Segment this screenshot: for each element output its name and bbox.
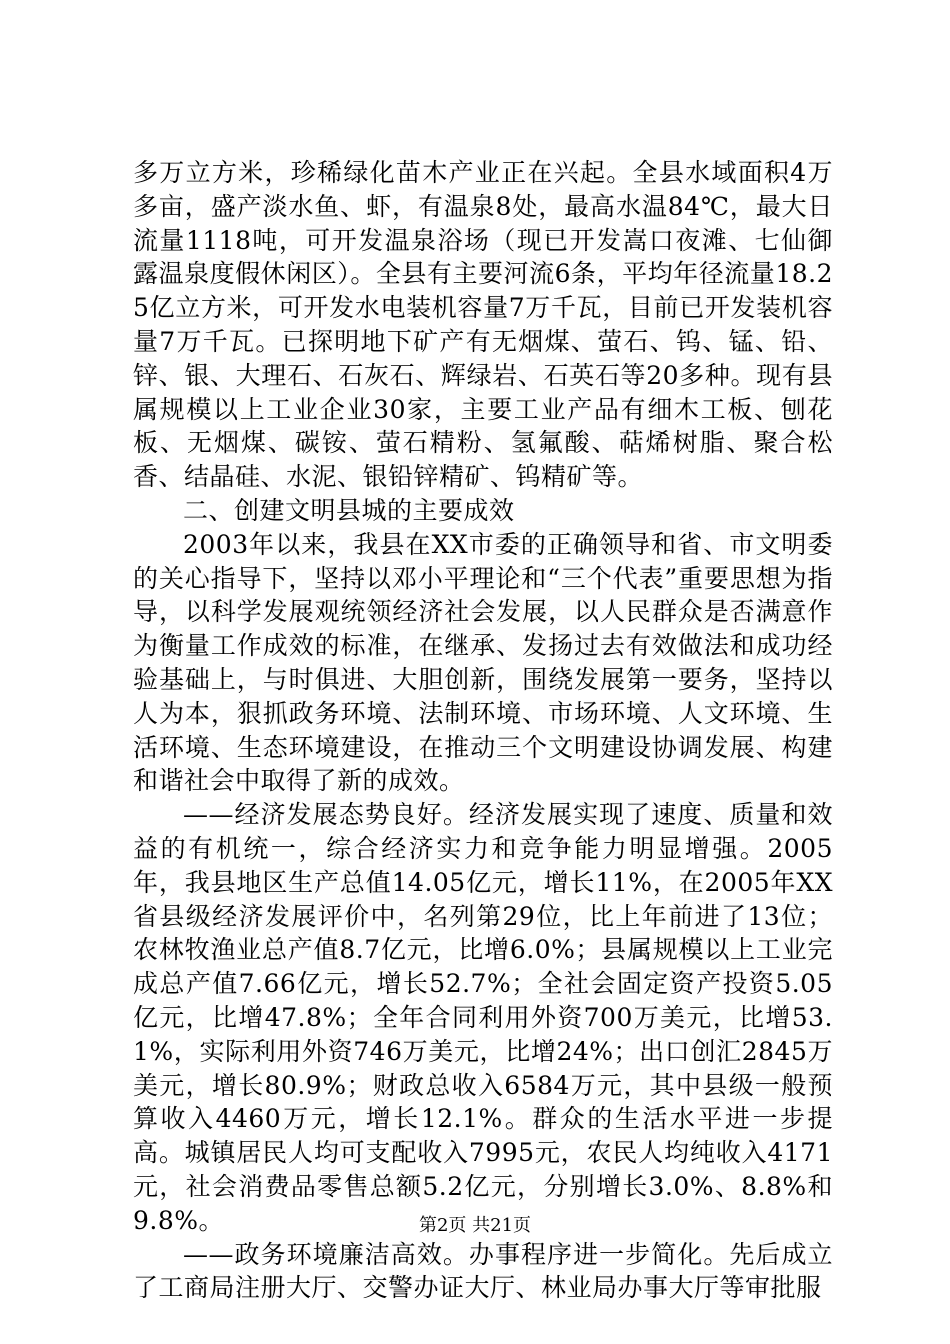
- document-body: [133, 156, 833, 1305]
- section-heading: 二、创建文明县城的主要成效: [183, 495, 515, 525]
- paragraph-continued: 多万立方米，珍稀绿化苗木产业正在兴起。全县水域面积4万多亩，盛产淡水鱼、虾，有温泉8处，最高水温84℃，最大日流量1118吨，可开发温泉浴场（现已开发嵩口夜滩、七仙御露温泉度假休闲区）。全县有主要河流6条，平均年径流量18.25亿立方米，可开发水电装机容量7万千瓦，目前已开发装机容量7万千瓦。已探明地下矿产有无烟煤、萤石、钨、锰、铅、锌、银、大理石、石灰石、辉绿岩、石英石等20多种。现有县属规模以上工业企业30家，主要工业产品有细木工板、刨花板、无烟煤、碳铵、萤石精粉、氢氟酸、萜烯树脂、聚合松香、结晶硅、水泥、银铅锌精矿、钨精矿等。: [133, 158, 833, 492]
- paragraph-government: ——政务环境廉洁高效。办事程序进一步简化。先后成立了工商局注册大厅、交警办证大厅、林业局办事大厅等审批服: [133, 1239, 833, 1303]
- paragraph-economy: ——经济发展态势良好。经济发展实现了速度、质量和效益的有机统一，综合经济实力和竞争能力明显增强。2005年，我县地区生产总值14.05亿元，增长11%，在2005年XX省县级经济发展评价中，名列第29位，比上年前进了13位；农林牧渔业总产值8.7亿元，比增6.0%；县属规模以上工业完成总产值7.66亿元，增长52.7%；全社会固定资产投资5.05亿元，比增47.8%；全年合同利用外资700万美元，比增53.1%，实际利用外资746万美元，比增24%；出口创汇2845万美元，增长80.9%；财政总收入6584万元，其中县级一般预算收入4460万元，增长12.1%。群众的生活水平进一步提高。城镇居民人均可支配收入7995元，农民人均纯收入4171元，社会消费品零售总额5.2亿元，分别增长3.0%、8.8%和9.8%。: [133, 800, 833, 1235]
- paragraph-achievements-intro: 2003年以来，我县在XX市委的正确领导和省、市文明委的关心指导下，坚持以邓小平理论和“三个代表”重要思想为指导，以科学发展观统领经济社会发展，以人民群众是否满意作为衡量工作成效的标准，在继承、发扬过去有效做法和成功经验基础上，与时俱进、大胆创新，围绕发展第一要务，坚持以人为本，狠抓政务环境、法制环境、市场环境、人文环境、生活环境、生态环境建设，在推动三个文明建设协调发展、构建和谐社会中取得了新的成效。: [133, 529, 833, 796]
- page-number-footer: 第2页 共21页: [418, 1215, 532, 1236]
